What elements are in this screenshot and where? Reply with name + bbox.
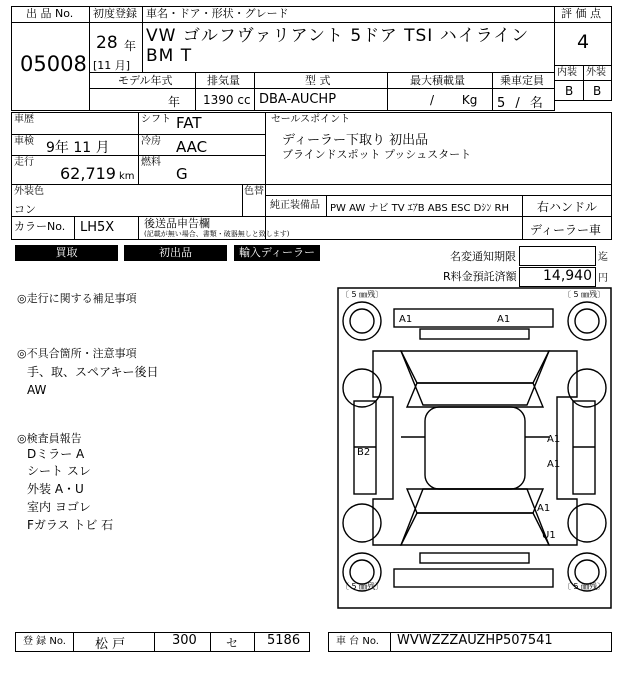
driving-notes-heading: ◎走行に関する補足事項 [17, 292, 137, 305]
recycle-value: 14,940 [543, 268, 592, 284]
defects-heading: ◎不具合箇所・注意事項 [17, 347, 137, 360]
tire-bl-label: 〔 5 ㎜残〕 [341, 582, 384, 591]
sales-point-2: ブラインドスポット プッシュスタート [282, 148, 472, 161]
model-year-unit: 年 [168, 95, 181, 109]
reg-area: 松 戸 [95, 637, 126, 652]
sales-point-label: セールスポイント [271, 114, 351, 125]
mark-front-bumper-right: A1 [497, 314, 511, 325]
model-year-label: モデル年式 [118, 74, 173, 87]
first-reg-year: 28 [96, 33, 118, 53]
mileage-value: 62,719 [60, 164, 116, 183]
tire-tl-label: 〔 5 ㎜残〕 [341, 290, 384, 299]
color-change-label: 色替 [244, 186, 264, 197]
max-load: / Kg [430, 93, 478, 107]
car-name: VW ゴルフヴァリアント 5ドア TSI ハイライン BM T [146, 26, 530, 66]
mark-front-bumper-left: A1 [399, 314, 413, 325]
displacement: 1390 cc [203, 93, 251, 107]
tire-tr-label: 〔 5 ㎜残〕 [563, 290, 606, 299]
first-reg-year-unit: 年 [124, 39, 137, 53]
inspection-label: 車検 [14, 136, 34, 147]
mark-left-door: B2 [357, 447, 371, 458]
ext-color-value: コン [14, 203, 36, 216]
tire-br-label: 〔 5 ㎜残〕 [563, 582, 606, 591]
shift-value: FAT [176, 114, 202, 132]
car-condition-diagram [337, 287, 612, 609]
overall-grade: 4 [577, 31, 590, 53]
fuel-label: 燃料 [141, 157, 161, 168]
interior-grade: B [565, 84, 574, 98]
history-label: 車歴 [14, 114, 34, 125]
color-no-label: カラーNo. [14, 220, 66, 233]
report-line-3: 外装 A・U [27, 482, 84, 496]
chassis-number: WVWZZZAUZHP507541 [397, 633, 553, 648]
report-line-5: Fガラス トビ 石 [27, 518, 114, 532]
mark-right-quarter: A1 [537, 503, 551, 514]
car-name-label: 車名・ドア・形状・グレード [146, 7, 289, 20]
first-reg-month: [11 月] [93, 59, 131, 72]
first-reg-label: 初度登録 [93, 7, 137, 20]
equipment-value: PW AW ナビ TV ｴｱB ABS ESC Dｼﾝ RH [330, 203, 510, 214]
sales-point-1: ディーラー下取り 初出品 [282, 133, 429, 148]
inspection-value: 9年 11 月 [46, 140, 110, 156]
report-line-1: Dミラー A [27, 447, 85, 461]
mark-right-rear-door: A1 [547, 459, 561, 470]
defect-line-1: 手、取、スペアキー後日 [27, 365, 159, 379]
ac-label: 冷房 [141, 136, 161, 147]
fuel-value: G [176, 165, 188, 183]
exterior-grade: B [593, 84, 602, 98]
docs-note: (記載が無い場合、書類・破器無しと致します) [144, 230, 290, 238]
mileage-label: 走行 [14, 157, 34, 168]
recycle-unit: 円 [598, 273, 608, 284]
type-label: 型 式 [305, 74, 331, 87]
grade-label: 評 価 点 [561, 7, 601, 20]
recycle-label: R料金預託済額 [443, 270, 517, 283]
reg-label: 登 録 No. [23, 636, 66, 647]
mark-right-front-door: A1 [547, 434, 561, 445]
chassis-label: 車 台 No. [336, 636, 379, 647]
color-no-value: LH5X [80, 220, 115, 235]
reg-kana: セ [226, 636, 239, 650]
inspector-heading: ◎検査員報告 [17, 432, 82, 445]
capacity: 5 / 名 [497, 96, 543, 111]
lot-number: 05008 [20, 52, 87, 76]
ext-color-label: 外装色 [14, 186, 44, 197]
equip-label: 純正装備品 [270, 200, 320, 211]
report-line-4: 室内 ヨゴレ [27, 500, 91, 514]
name-change-unit: 迄 [598, 252, 608, 263]
capacity-label: 乗車定員 [500, 74, 544, 87]
report-line-2: シート スレ [27, 464, 91, 478]
reg-number: 5186 [267, 633, 301, 648]
name-change-label: 名変通知期限 [450, 250, 516, 263]
interior-label: 内装 [557, 67, 577, 78]
lot-label: 出 品 No. [26, 7, 74, 20]
max-load-label: 最大積載量 [410, 74, 465, 87]
dealer-value: ディーラー車 [530, 223, 602, 237]
badge-import-dealer: 輸入ディーラー [234, 245, 320, 261]
shift-label: シフト [141, 114, 171, 125]
badge-first-listing: 初出品 [124, 245, 227, 261]
handle-value: 右ハンドル [537, 200, 598, 214]
name-change-box [519, 246, 596, 266]
badge-buyback: 買取 [15, 245, 118, 261]
ac-value: AAC [176, 138, 208, 156]
docs-label: 後送品申告欄 [144, 217, 210, 230]
reg-class: 300 [172, 633, 197, 648]
mileage-unit: km [119, 171, 135, 182]
defect-line-2: AW [27, 383, 47, 397]
mark-right-quarter-u: U1 [542, 530, 556, 541]
vehicle-type: DBA-AUCHP [259, 92, 337, 107]
exterior-label: 外装 [586, 67, 606, 78]
displacement-label: 排気量 [207, 74, 240, 87]
